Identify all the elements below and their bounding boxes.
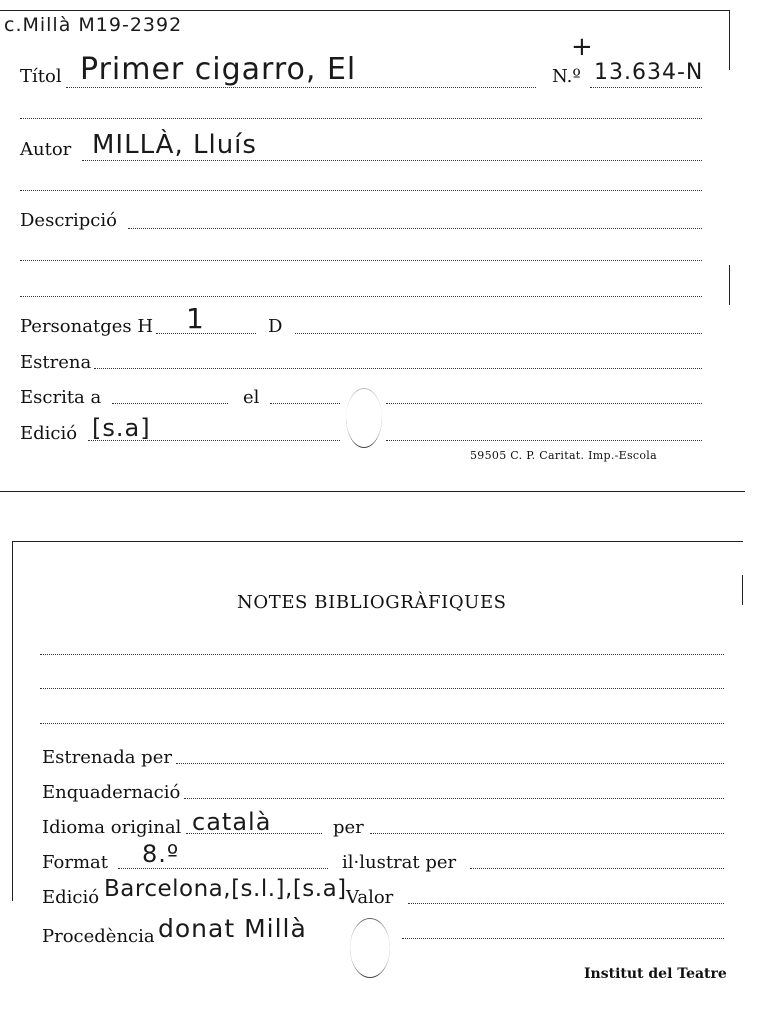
blank-line <box>40 723 724 724</box>
autor-line <box>82 160 702 161</box>
card-top-border <box>12 541 743 542</box>
idioma-value: català <box>192 808 272 836</box>
format-value: 8.º <box>142 840 180 868</box>
valor-label: Valor <box>346 887 394 908</box>
estrena-line <box>94 368 702 369</box>
blank-line <box>20 118 702 119</box>
estrenada-line <box>176 763 724 764</box>
idioma-label: Idioma original <box>42 817 182 838</box>
card-cut-line <box>0 491 745 492</box>
edicio-line-right <box>386 440 702 441</box>
per-line <box>370 833 724 834</box>
el-line-right <box>386 403 702 404</box>
valor-line <box>408 903 724 904</box>
edicio2-label: Edició <box>42 887 100 908</box>
d-line <box>295 333 702 334</box>
descripcio-label: Descripció <box>20 210 117 231</box>
el-line <box>270 403 340 404</box>
no-mark: + <box>571 32 594 62</box>
edicio-value: [s.a] <box>92 414 151 442</box>
blank-line <box>40 654 724 655</box>
edicio-label: Edició <box>20 423 78 444</box>
edicio2-value: Barcelona,[s.l.],[s.a] <box>104 876 347 902</box>
d-label: D <box>268 316 283 337</box>
procedencia-label: Procedència <box>42 926 155 947</box>
personatges-h-line <box>156 333 256 334</box>
illustrat-line <box>470 868 724 869</box>
notes-heading: NOTES BIBLIOGRÀFIQUES <box>237 592 507 613</box>
estrena-label: Estrena <box>20 352 92 373</box>
titol-value: Primer cigarro, El <box>80 52 357 87</box>
autor-value: MILLÀ, Lluís <box>92 130 257 160</box>
edicio-line <box>88 440 340 441</box>
card-top-border <box>0 10 730 11</box>
procedencia-line <box>402 938 724 939</box>
card-right-border <box>729 10 730 70</box>
institution-name: Institut del Teatre <box>584 966 727 982</box>
format-line <box>118 868 328 869</box>
escrita-label: Escrita a <box>20 387 102 408</box>
printer-imprint: 59505 C. P. Caritat. Imp.-Escola <box>470 449 657 462</box>
card-right-border-lower <box>729 265 730 305</box>
card-left-border <box>12 541 13 901</box>
autor-label: Autor <box>20 139 72 160</box>
procedencia-value: donat Millà <box>158 914 307 943</box>
blank-line <box>40 688 724 689</box>
no-line <box>590 87 702 88</box>
call-number-note: c.Millà M19-2392 <box>4 14 183 36</box>
per-label: per <box>333 817 364 838</box>
illustrat-label: il·lustrat per <box>342 852 457 873</box>
titol-label: Títol <box>20 66 62 87</box>
personatges-label: Personatges H <box>20 316 154 337</box>
descripcio-line <box>128 228 702 229</box>
titol-line <box>66 87 536 88</box>
personatges-h-value: 1 <box>186 302 205 335</box>
blank-line <box>20 260 702 261</box>
format-label: Format <box>42 852 108 873</box>
el-label: el <box>243 387 260 408</box>
blank-line <box>20 190 702 191</box>
card-right-border <box>742 575 743 605</box>
enquadernacio-label: Enquadernació <box>42 782 181 803</box>
enquadernacio-line <box>184 798 724 799</box>
no-label: N.º <box>552 66 581 87</box>
escrita-line <box>112 403 228 404</box>
punch-hole <box>346 388 382 448</box>
estrenada-label: Estrenada per <box>42 747 172 768</box>
idioma-line <box>186 833 322 834</box>
no-value: 13.634-N <box>594 60 704 85</box>
blank-line <box>20 296 702 297</box>
punch-hole <box>350 918 390 978</box>
